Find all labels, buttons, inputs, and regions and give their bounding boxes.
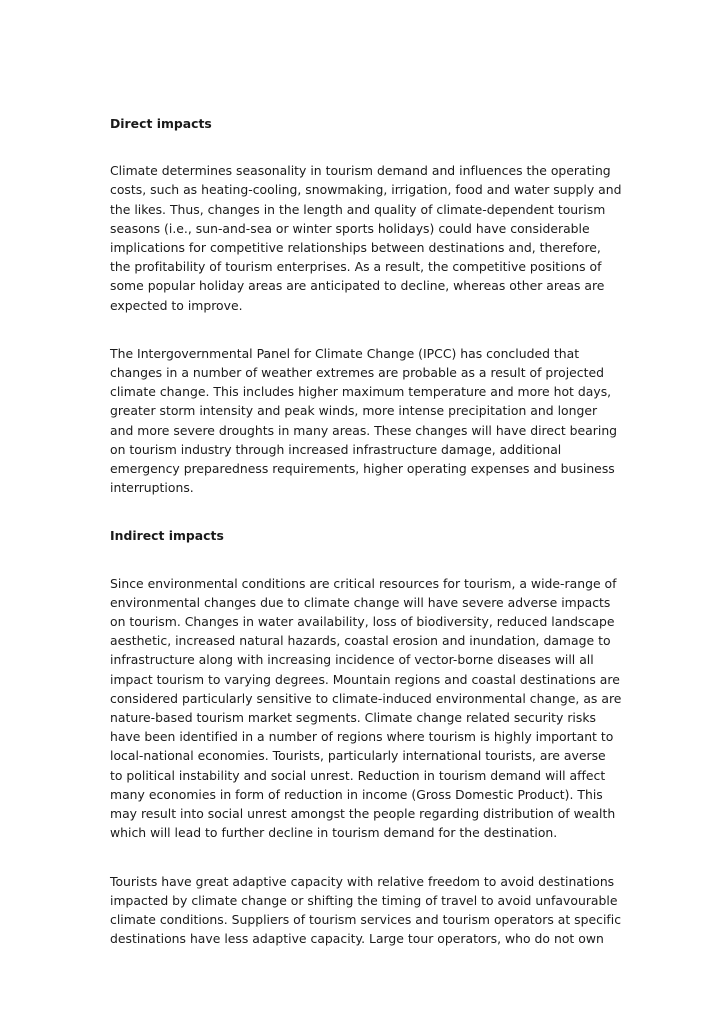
paragraph-direct-1: Climate determines seasonality in tourism demand and influences the operating costs, such as heating-cooling, snowmaking, irrigation, food and water supply and the likes. Thus, changes in the length and quality of climate-dependent tourism seasons (i.e., sun-and-sea or winter sports holidays) could have considerable implications for competitive relationships between destinations and, therefore, the profitability of tourism enterprises. As a result, the competitive positions of some popular holiday areas are anticipated to decline, whereas other areas are expected to improve.: [110, 163, 622, 313]
document-page: [110, 114, 622, 948]
paragraph-indirect-1: Since environmental conditions are critical resources for tourism, a wide-range of environmental changes due to climate change will have severe adverse impacts on tourism. Changes in water availability, loss of biodiversity, reduced landscape aesthetic, increased natural hazards, coastal erosion and inundation, damage to infrastructure along with increasing incidence of vector-borne diseases will all impact tourism to varying degrees. Mountain regions and coastal destinations are considered particularly sensitive to climate-induced environmental change, as are nature-based tourism market segments. Climate change related security risks have been identified in a number of regions where tourism is highly important to local-national economies. Tourists, particularly international tourists, are averse to political instability and social unrest. Reduction in tourism demand will affect many economies in form of reduction in income (Gross Domestic Product). This may result into social unrest amongst the people regarding distribution of wealth which will lead to further decline in tourism demand for the destination.: [110, 575, 622, 841]
heading-direct-impacts: Direct impacts: [110, 116, 212, 131]
paragraph-indirect-2: Tourists have great adaptive capacity with relative freedom to avoid destinations impacted by climate change or shifting the timing of travel to avoid unfavourable climate conditions. Suppliers of tourism services and tourism operators at specific destinations have less adaptive capacity. Large tour operators, who do not own: [110, 873, 622, 947]
heading-indirect-impacts: Indirect impacts: [110, 528, 224, 544]
paragraph-direct-2: The Intergovernmental Panel for Climate Change (IPCC) has concluded that changes in a number of weather extremes are probable as a result of projected climate change. This includes higher maximum temperature and more hot days, greater storm intensity and peak winds, more intense precipitation and longer and more severe droughts in many areas. These changes will have direct bearing on tourism industry through increased infrastructure damage, additional emergency preparedness requirements, higher operating expenses and business interruptions.: [110, 345, 618, 496]
